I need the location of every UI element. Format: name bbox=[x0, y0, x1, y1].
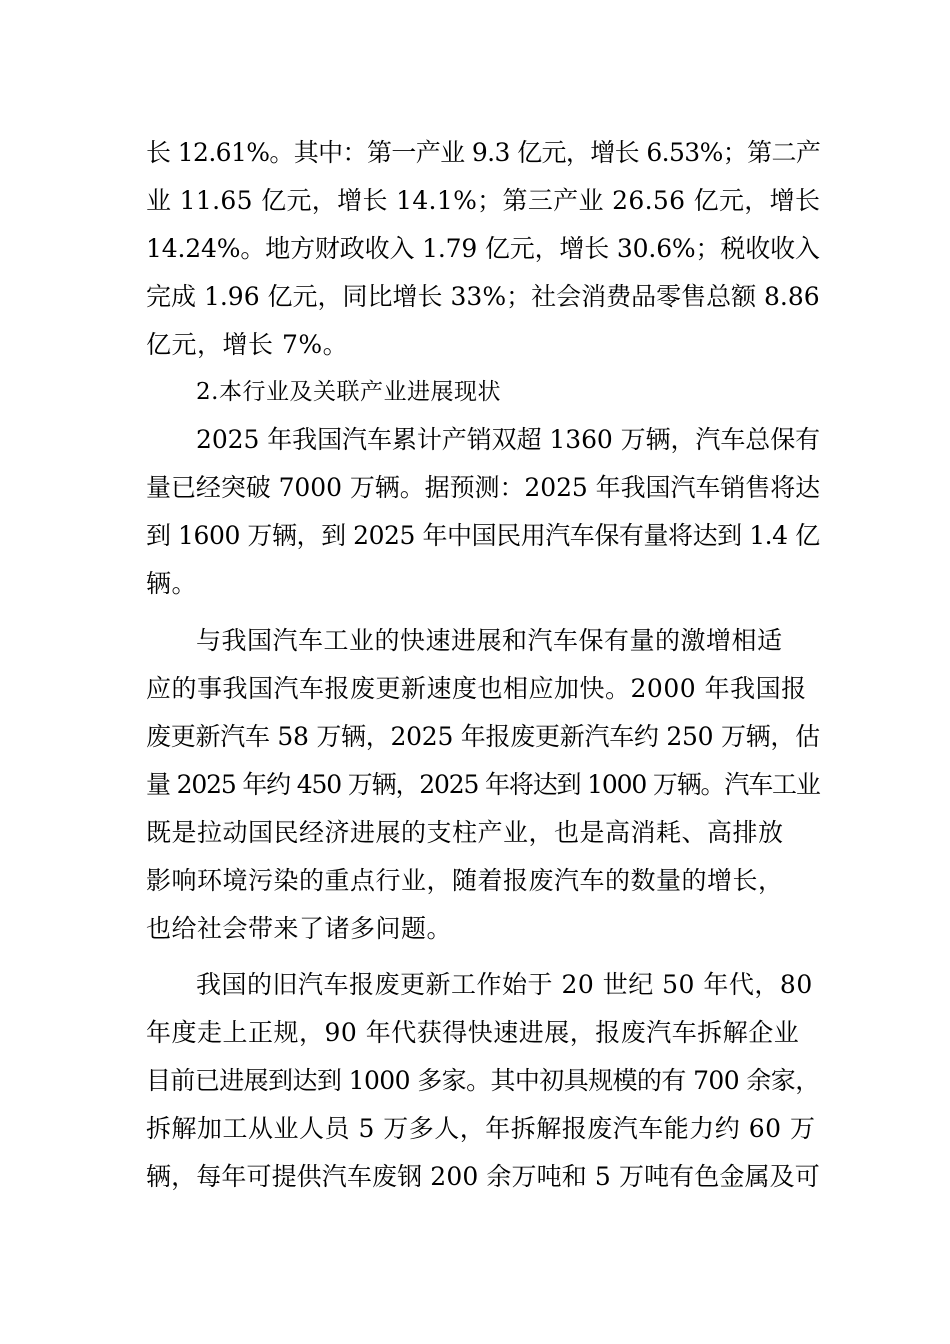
text-line: 辆，每年可提供汽车废钢 200 余万吨和 5 万吨有色金属及可 bbox=[146, 1162, 820, 1191]
text-line: 量已经突破 7000 万辆。据预测：2025 年我国汽车销售将达 bbox=[146, 473, 821, 502]
text-line: 与我国汽车工业的快速进展和汽车保有量的激增相适 bbox=[196, 626, 783, 655]
text-line: 长 12.61%。其中：第一产业 9.3 亿元，增长 6.53%；第二产 bbox=[146, 138, 821, 167]
text-line: 也给社会带来了诸多问题。 bbox=[146, 914, 453, 943]
text-line: 到 1600 万辆，到 2025 年中国民用汽车保有量将达到 1.4 亿 bbox=[146, 521, 820, 550]
text-line: 完成 1.96 亿元，同比增长 33%；社会消费品零售总额 8.86 bbox=[146, 282, 820, 311]
text-line: 我国的旧汽车报废更新工作始于 20 世纪 50 年代，80 bbox=[196, 970, 813, 999]
text-line: 废更新汽车 58 万辆，2025 年报废更新汽车约 250 万辆，估 bbox=[146, 722, 820, 751]
text-line: 年度走上正规，90 年代获得快速进展，报废汽车拆解企业 bbox=[146, 1018, 800, 1047]
text-line: 亿元，增长 7%。 bbox=[146, 330, 349, 359]
text-line: 业 11.65 亿元，增长 14.1%；第三产业 26.56 亿元，增长 bbox=[146, 186, 821, 215]
text-line: 既是拉动国民经济进展的支柱产业，也是高消耗、高排放 bbox=[146, 818, 784, 847]
text-line: 辆。 bbox=[146, 569, 198, 598]
section-heading: 2.本行业及关联产业进展现状 bbox=[196, 379, 501, 405]
text-line: 应的事我国汽车报废更新速度也相应加快。2000 年我国报 bbox=[146, 674, 807, 703]
text-line: 量 2025 年约 450 万辆，2025 年将达到 1000 万辆。汽车工业 bbox=[146, 770, 820, 799]
text-line: 影响环境污染的重点行业，随着报废汽车的数量的增长， bbox=[146, 866, 784, 895]
text-line: 拆解加工从业人员 5 万多人，年拆解报废汽车能力约 60 万 bbox=[146, 1114, 816, 1143]
text-line: 2025 年我国汽车累计产销双超 1360 万辆，汽车总保有 bbox=[196, 425, 821, 454]
text-line: 14.24%。地方财政收入 1.79 亿元，增长 30.6%；税收收入 bbox=[146, 234, 820, 263]
text-line: 目前已进展到达到 1000 多家。其中初具规模的有 700 余家， bbox=[146, 1066, 820, 1095]
